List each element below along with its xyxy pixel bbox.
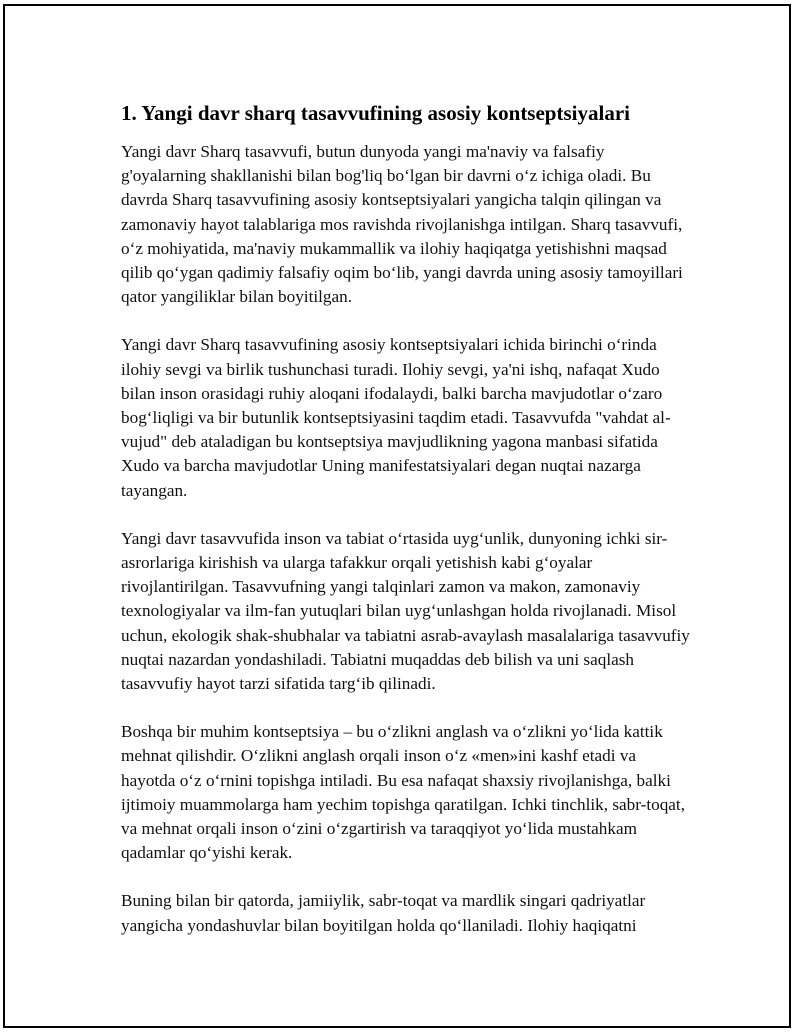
document-body: [121, 100, 691, 962]
paragraph: Yangi davr tasavvufida inson va tabiat o‘rtasida uyg‘unlik, dunyoning ichki sir-asrorlariga kirishish va ularga tafakkur orqali yetishish kabi g‘oyalar rivojlantirilgan. Tasavvufning yangi talqinlari zamon va makon, zamonaviy texnologiyalar va ilm-fan yutuqlari bilan uyg‘unlashgan holda rivojlanadi. Misol uchun, ekologik shak-shubhalar va tabiatni asrab-avaylash masalalariga tasavvufiy nuqtai nazardan yondashiladi. Tabiatni muqaddas deb bilish va uni saqlash tasavvufiy hayot tarzi sifatida targ‘ib qilinadi.: [121, 528, 690, 694]
paragraph: Buning bilan bir qatorda, jamiiylik, sabr-toqat va mardlik singari qadriyatlar yangicha yondashuvlar bilan boyitilgan holda qo‘llaniladi. Ilohiy haqiqatni: [121, 891, 646, 935]
paragraph: Yangi davr Sharq tasavvufining asosiy kontseptsiyalari ichida birinchi o‘rinda ilohiy sevgi va birlik tushunchasi turadi. Ilohiy sevgi, ya'ni ishq, nafaqat Xudo bilan inson orasidagi ruhiy aloqani ifodalaydi, balki barcha mavjudotlar o‘zaro bog‘liqligi va bir butunlik kontseptsiyasini taqdim etadi. Tasavvufda "vahdat al-vujud" deb ataladigan bu kontseptsiya mavjudlikning yagona manbasi sifatida Xudo va barcha mavjudotlar Uning manifestatsiyalari degan nuqtai nazarga tayangan.: [121, 335, 671, 500]
page-frame: [3, 4, 791, 1028]
paragraph: Yangi davr Sharq tasavvufi, butun dunyoda yangi ma'naviy va falsafiy g'oyalarning shakllanishi bilan bog'liq bo‘lgan bir davrni o‘z ichiga oladi. Bu davrda Sharq tasavvufining asosiy kontseptsiyalari yangicha talqin qilingan va zamonaviy hayot talablariga mos ravishda rivojlanishga intilgan. Sharq tasavvufi, o‘z mohiyatida, ma'naviy mukammallik va ilohiy haqiqatga yetishishni maqsad qilib qo‘ygan qadimiy falsafiy oqim bo‘lib, yangi davrda uning asosiy tamoyillari qator yangiliklar bilan boyitilgan.: [121, 142, 683, 307]
section-title: 1. Yangi davr sharq tasavvufining asosiy kontseptsiyalari: [121, 101, 630, 125]
paragraph: Boshqa bir muhim kontseptsiya – bu o‘zlikni anglash va o‘zlikni yo‘lida kattik mehnat qilishdir. O‘zlikni anglash orqali inson o‘z «men»ini kashf etadi va hayotda o‘z o‘rnini topishga intiladi. Bu esa nafaqat shaxsiy rivojlanishga, balki ijtimoiy muammolarga ham yechim topishga qaratilgan. Ichki tinchlik, sabr-toqat, va mehnat orqali inson o‘zini o‘zgartirish va taraqqiyot yo‘lida mustahkam qadamlar qo‘yishi kerak.: [121, 722, 686, 863]
